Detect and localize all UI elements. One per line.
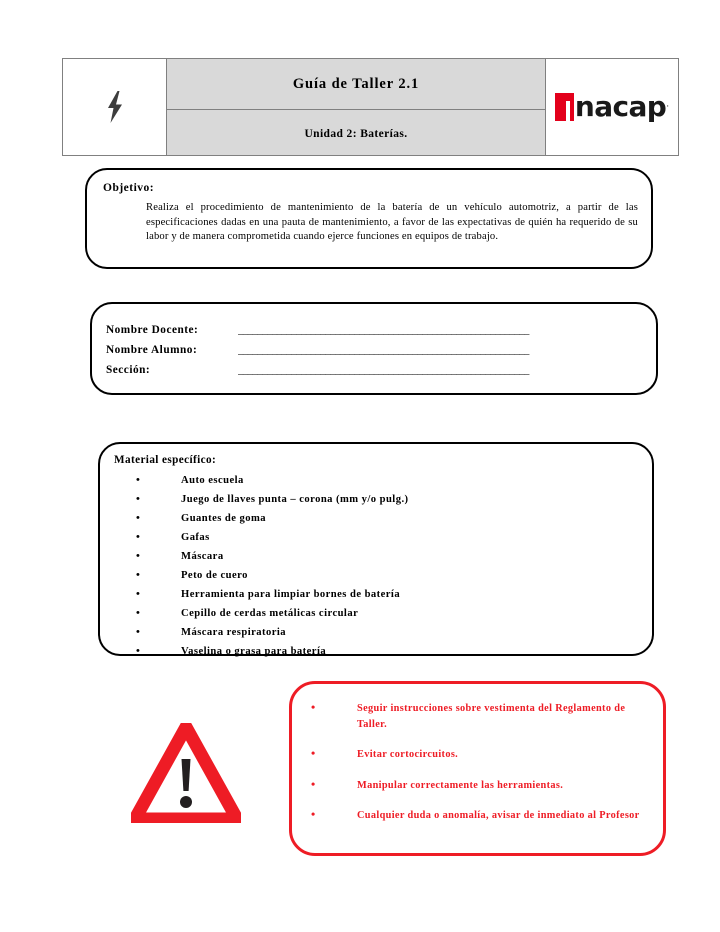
objective-body: Realiza el procedimiento de mantenimiento de la batería de un vehículo automotriz, a partir de las especificaciones dadas en una pauta de mantenimiento, a favor de las expectativas de quién ha requerido de su labor y de manera comprometida cuando ejerce funciones en equipos de trabajo. [146,202,638,243]
list-item: • Auto escuela [136,471,409,490]
inacap-logo-tm: · [666,102,670,112]
list-item: • Seguir instrucciones sobre vestimenta del Reglamento de Taller. [308,701,650,732]
header-logo-cell [546,59,679,156]
safety-warning-panel [289,681,666,856]
list-item: • Cualquier duda o anomalía, avisar de inmediato al Profesor [308,808,650,824]
inacap-logo-text: nacap [574,90,667,123]
warning-triangle-icon [131,723,241,823]
list-item: • Cepillo de cerdas metálicas circular [136,604,409,623]
inacap-logo [546,59,678,155]
field-row-alumno [106,344,602,364]
lightning-bolt-icon [63,90,166,124]
materials-list [136,471,409,661]
list-item: • Peto de cuero [136,566,409,585]
field-label-docente: Nombre Docente: [106,324,199,336]
list-item: • Manipular correctamente las herramientas. [308,778,650,794]
page-title: Guía de Taller 2.1 [292,76,420,92]
objective-heading: Objetivo: [103,182,155,194]
document-header-table [62,58,679,156]
list-item: • Máscara respiratoria [136,623,409,642]
list-item: • Guantes de goma [136,509,409,528]
field-input-seccion[interactable]: ____________________________________________________________ [238,365,530,376]
list-item: • Herramienta para limpiar bornes de batería [136,585,409,604]
field-input-docente[interactable]: ____________________________________________________________ [238,325,530,336]
field-input-alumno[interactable]: ____________________________________________________________ [238,345,530,356]
field-row-seccion [106,364,602,384]
field-label-alumno: Nombre Alumno: [106,344,198,356]
list-item: • Evitar cortocircuitos. [308,747,650,763]
header-subtitle-cell [167,110,546,156]
fields-panel [90,302,658,395]
list-item: • Vaselina o grasa para batería [136,642,409,661]
fields-list [106,324,602,384]
inacap-logo-mark-icon [555,93,574,121]
objective-panel [85,168,653,269]
list-item: • Máscara [136,547,409,566]
field-row-docente [106,324,602,344]
materials-heading: Material específico: [114,454,217,466]
page-subtitle: Unidad 2: Baterías. [304,127,408,140]
materials-panel [98,442,654,656]
list-item: • Gafas [136,528,409,547]
header-title-cell [167,59,546,110]
safety-warning-list [308,701,650,839]
field-label-seccion: Sección: [106,364,151,376]
list-item: • Juego de llaves punta – corona (mm y/o pulg.) [136,490,409,509]
header-icon-cell [63,59,167,156]
